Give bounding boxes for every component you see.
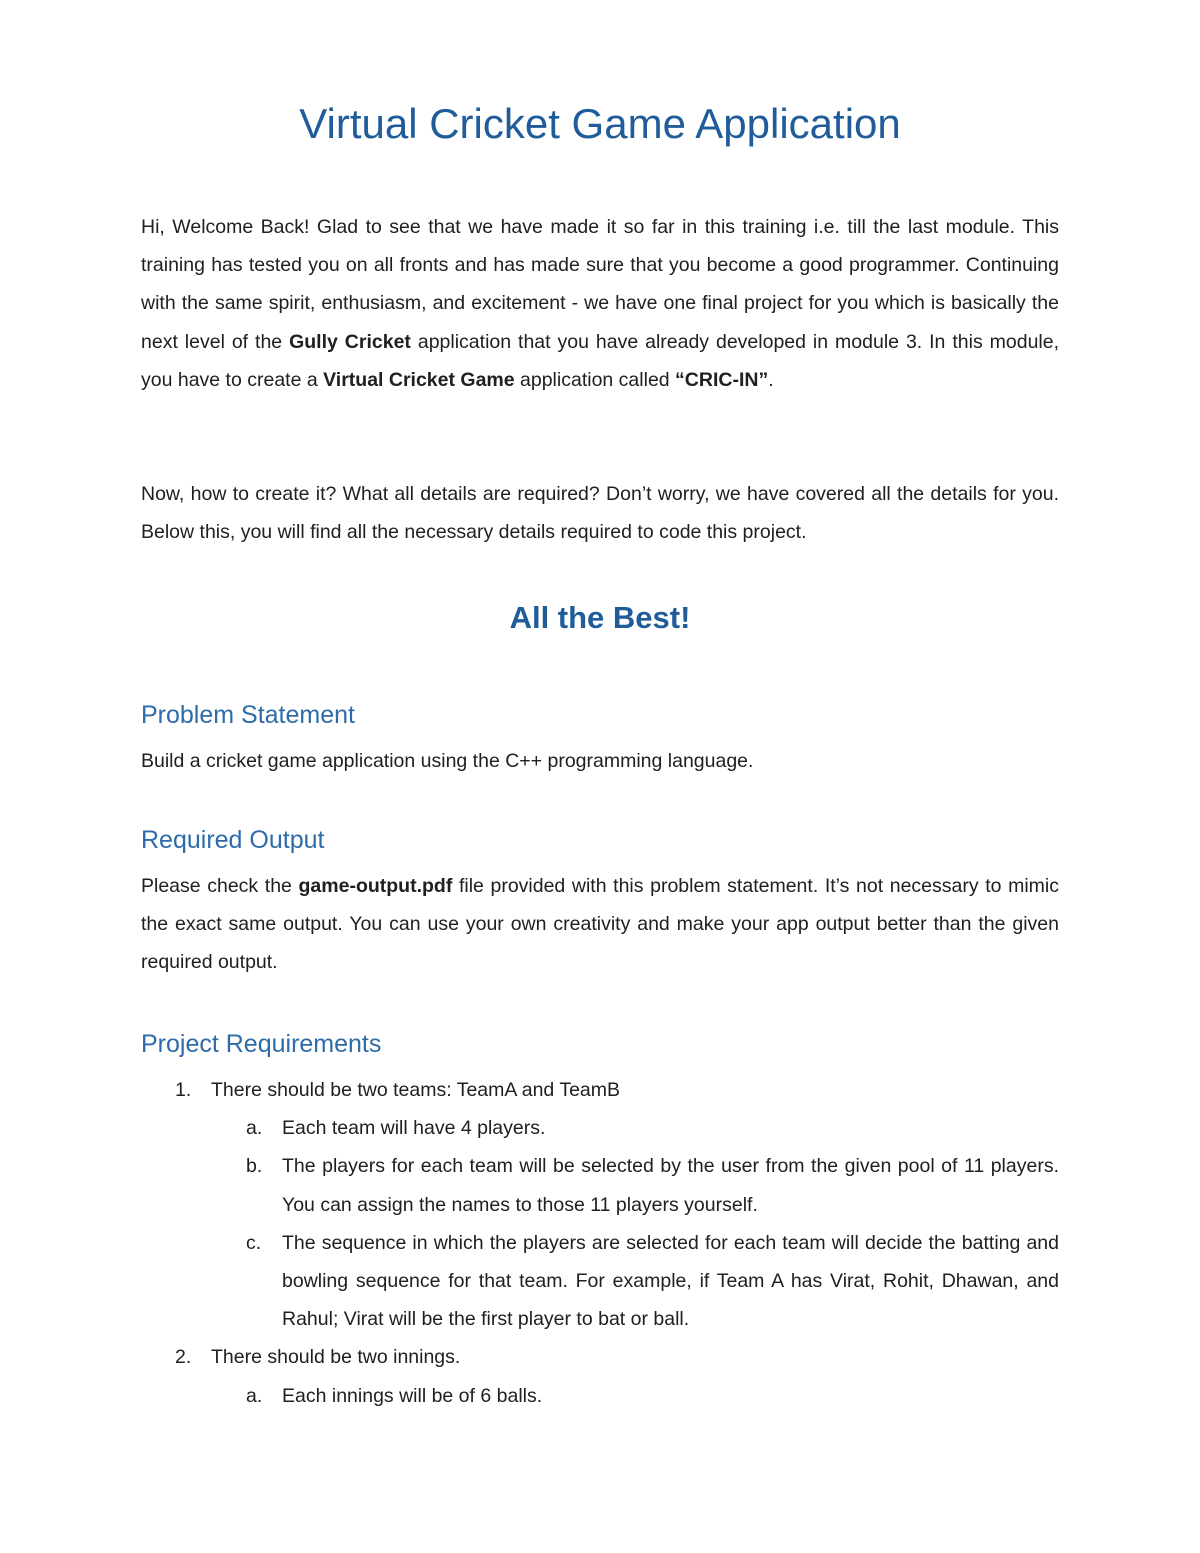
sub-list-item xyxy=(141,1147,1059,1223)
requirements-list xyxy=(141,1071,1059,1415)
intro-text-2: application that you have already developed in module 3. In this module, you have to create a xyxy=(141,330,1060,391)
problem-statement-text: Build a cricket game application using the C++ programming language. xyxy=(141,750,754,772)
intro-paragraph xyxy=(141,208,1059,399)
problem-statement-heading: Problem Statement xyxy=(141,701,355,729)
sub-list-item-text: Each innings will be of 6 balls. xyxy=(282,1384,543,1407)
output-bold-filename: game-output.pdf xyxy=(298,875,453,897)
how-paragraph: Now, how to create it? What all details are required? Don’t worry, we have covered all the details for you. Below this, you will find all the necessary details required to code this project. xyxy=(141,483,1059,544)
sub-list-item xyxy=(141,1109,1059,1147)
list-item-text: There should be two teams: TeamA and TeamB xyxy=(211,1079,621,1101)
sub-list-letter: a. xyxy=(246,1384,263,1407)
sub-list-item xyxy=(141,1377,1059,1415)
document-title: Virtual Cricket Game Application xyxy=(299,100,901,147)
project-requirements-heading: Project Requirements xyxy=(141,1030,382,1058)
sub-list-item-text: The players for each team will be selected by the user from the given pool of 11 players. You can assign the names to those 11 players yourself. xyxy=(282,1155,1059,1216)
sub-list-item xyxy=(141,1224,1059,1339)
intro-text-4: . xyxy=(768,368,774,391)
intro-text-3: application called xyxy=(514,368,676,391)
intro-bold-virtual-cricket-game: Virtual Cricket Game xyxy=(323,368,515,391)
list-item xyxy=(141,1338,1059,1376)
sub-list-letter: a. xyxy=(246,1117,263,1140)
output-text-1: Please check the xyxy=(141,875,299,897)
list-number: 1. xyxy=(175,1079,192,1101)
sub-list-item-text: The sequence in which the players are selected for each team will decide the batting and bowling sequence for that team. For example, if Team A has Virat, Rohit, Dhawan, and Rahul; Virat will be the first player to bat or ball. xyxy=(282,1231,1059,1331)
list-item-text: There should be two innings. xyxy=(211,1346,461,1369)
intro-bold-cric-in: “CRIC-IN” xyxy=(675,368,769,391)
intro-text-1: Hi, Welcome Back! Glad to see that we have made it so far in this training i.e. till the last module. This training has tested you on all fronts and has made sure that you become a good programmer. Continuing with the same spirit, enthusiasm, and excitement - we have one final project for you which is basically the next level of the xyxy=(141,216,1059,353)
sub-list-item-text: Each team will have 4 players. xyxy=(282,1117,546,1140)
list-number: 2. xyxy=(175,1346,192,1369)
output-text-2: file provided with this problem statement. It’s not necessary to mimic the exact same output. You can use your own creativity and make your app output better than the given required output. xyxy=(141,875,1059,974)
all-the-best-heading: All the Best! xyxy=(509,600,691,635)
required-output-heading: Required Output xyxy=(141,826,325,854)
sub-list-letter: c. xyxy=(246,1231,262,1254)
required-output-paragraph xyxy=(141,867,1059,982)
list-item xyxy=(141,1071,1059,1109)
intro-bold-gully-cricket: Gully Cricket xyxy=(289,330,411,353)
sub-list-letter: b. xyxy=(246,1155,263,1178)
